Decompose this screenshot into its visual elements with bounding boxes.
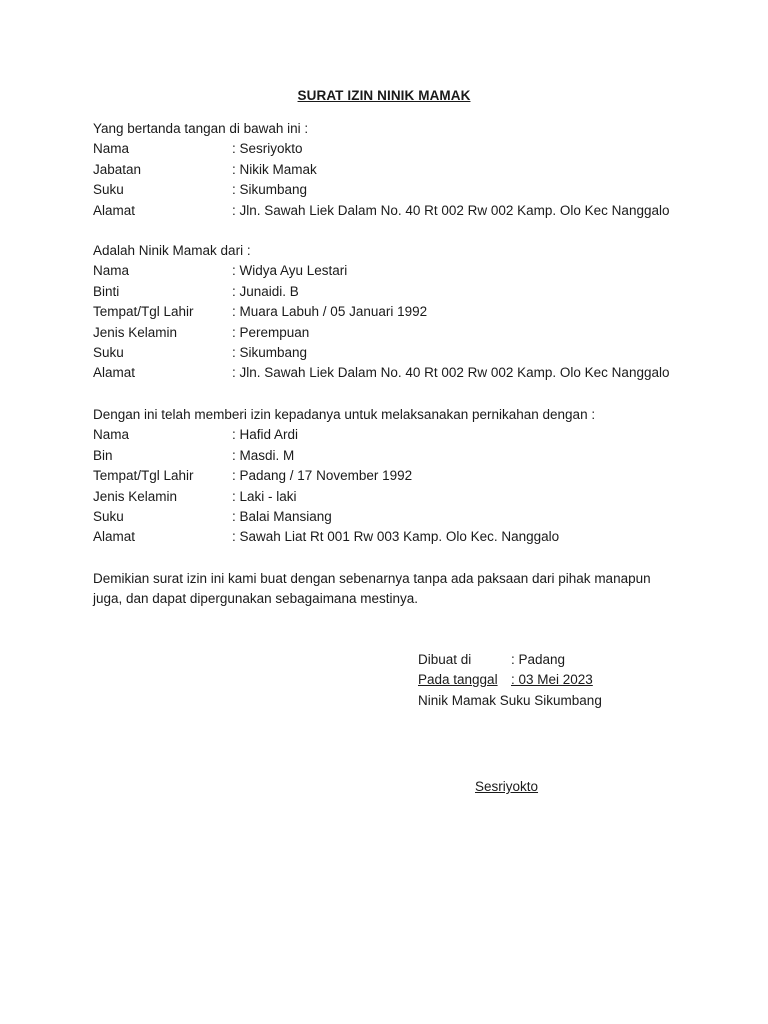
field-label: Suku bbox=[93, 344, 124, 360]
groom-row-address bbox=[93, 527, 693, 547]
signer-section bbox=[93, 119, 693, 221]
field-value: : Laki - laki bbox=[232, 488, 297, 504]
field-label: Jabatan bbox=[93, 161, 142, 177]
signer-name: Sesriyokto bbox=[475, 779, 539, 794]
field-value: : Masdi. M bbox=[232, 447, 295, 463]
ward-row-father bbox=[93, 282, 693, 302]
signer-row-address bbox=[93, 201, 693, 221]
field-value: : Jln. Sawah Liek Dalam No. 40 Rt 002 Rw 002 Kamp. Olo Kec Nanggalo bbox=[232, 365, 670, 381]
letter-title: SURAT IZIN NINIK MAMAK bbox=[297, 88, 471, 103]
ward-row-birth bbox=[93, 302, 693, 322]
ward-row-tribe bbox=[93, 343, 693, 363]
groom-section bbox=[93, 405, 693, 548]
date-label: Pada tanggal bbox=[418, 672, 498, 688]
field-label: Tempat/Tgl Lahir bbox=[93, 468, 194, 484]
field-value: : Widya Ayu Lestari bbox=[232, 263, 348, 279]
groom-row-gender bbox=[93, 487, 693, 507]
field-label: Binti bbox=[93, 283, 120, 299]
field-value: : Muara Labuh / 05 Januari 1992 bbox=[232, 304, 428, 320]
date-row bbox=[418, 670, 678, 690]
groom-row-father bbox=[93, 446, 693, 466]
ward-section bbox=[93, 241, 693, 384]
field-value: : Junaidi. B bbox=[232, 283, 299, 299]
field-value: : Sesriyokto bbox=[232, 141, 303, 157]
ward-row-address bbox=[93, 363, 693, 383]
ward-row-name bbox=[93, 261, 693, 281]
groom-intro: Dengan ini telah memberi izin kepadanya untuk melaksanakan pernikahan dengan : bbox=[93, 407, 596, 422]
field-label: Jenis Kelamin bbox=[93, 324, 178, 340]
place-value: : Padang bbox=[511, 652, 566, 667]
field-value: : Hafid Ardi bbox=[232, 427, 299, 443]
field-value: : Perempuan bbox=[232, 324, 310, 340]
signer-intro: Yang bertanda tangan di bawah ini : bbox=[93, 121, 309, 136]
closing-line-1: Demikian surat izin ini kami buat dengan sebenarnya tanpa ada paksaan dari pihak manapun bbox=[93, 571, 651, 586]
place-row bbox=[418, 650, 678, 670]
closing-paragraph bbox=[93, 569, 693, 610]
date-value: : 03 Mei 2023 bbox=[511, 672, 593, 688]
ward-row-gender bbox=[93, 323, 693, 343]
field-label: Nama bbox=[93, 263, 130, 279]
place-label: Dibuat di bbox=[418, 652, 472, 667]
field-value: : Padang / 17 November 1992 bbox=[232, 468, 413, 484]
field-value: : Nikik Mamak bbox=[232, 161, 317, 177]
field-label: Alamat bbox=[93, 365, 136, 381]
groom-row-birth bbox=[93, 466, 693, 486]
field-label: Jenis Kelamin bbox=[93, 488, 178, 504]
groom-row-tribe bbox=[93, 507, 693, 527]
field-label: Bin bbox=[93, 447, 113, 463]
field-value: : Sawah Liat Rt 001 Rw 003 Kamp. Olo Kec. Nanggalo bbox=[232, 529, 560, 545]
ward-intro: Adalah Ninik Mamak dari : bbox=[93, 243, 251, 258]
field-value: : Jln. Sawah Liek Dalam No. 40 Rt 002 Rw 002 Kamp. Olo Kec Nanggalo bbox=[232, 202, 670, 218]
field-label: Suku bbox=[93, 182, 124, 198]
groom-row-name bbox=[93, 425, 693, 445]
signer-row-tribe bbox=[93, 180, 693, 200]
signer-row-name bbox=[93, 139, 693, 159]
signature-block bbox=[418, 650, 678, 711]
signer-role: Ninik Mamak Suku Sikumbang bbox=[418, 692, 602, 708]
field-label: Suku bbox=[93, 508, 124, 524]
field-label: Nama bbox=[93, 141, 130, 157]
field-label: Tempat/Tgl Lahir bbox=[93, 304, 194, 320]
field-label: Alamat bbox=[93, 529, 136, 545]
field-value: : Balai Mansiang bbox=[232, 508, 332, 524]
signer-row-position bbox=[93, 160, 693, 180]
field-value: : Sikumbang bbox=[232, 344, 308, 360]
field-label: Nama bbox=[93, 427, 130, 443]
closing-line-2: juga, dan dapat dipergunakan sebagaimana mestinya. bbox=[93, 591, 418, 607]
field-label: Alamat bbox=[93, 202, 136, 218]
field-value: : Sikumbang bbox=[232, 182, 308, 198]
